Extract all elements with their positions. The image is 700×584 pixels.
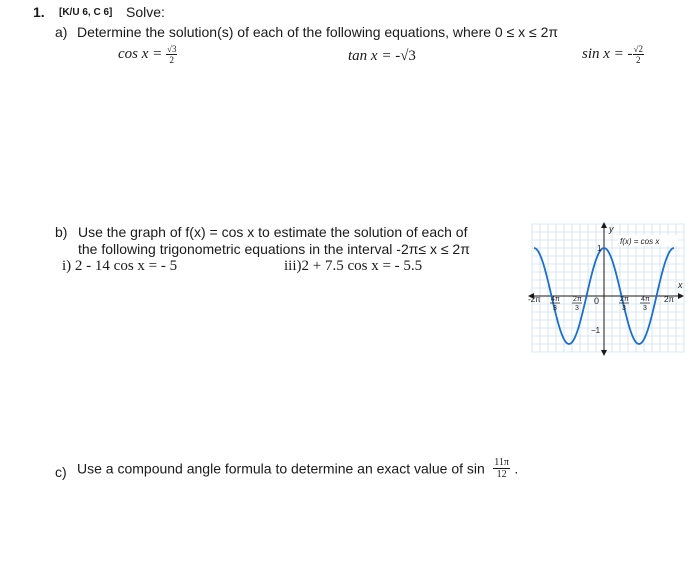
eq2-lhs: tan x = -: [348, 48, 401, 64]
part-c-numerator: 11π: [494, 457, 509, 468]
eq2-radical: √3: [400, 48, 416, 64]
part-a-equation-2: [348, 48, 416, 65]
y-tick-neg-1: −1: [591, 326, 601, 335]
part-c-statement: [77, 457, 518, 480]
x-tick-neg-4pi-3-num: 4π: [551, 296, 560, 303]
part-a-text: Determine the solution(s) of each of the following equations, where 0 ≤ x ≤ 2π: [77, 24, 559, 40]
x-tick-4pi-3-den: 3: [643, 305, 647, 312]
eq3-lhs: sin x = -: [582, 45, 633, 62]
x-tick-4pi-3-num: 4π: [641, 296, 650, 303]
x-tick-2pi-3-num: 2π: [620, 296, 629, 303]
eq1-fraction: [166, 44, 177, 65]
part-c-fraction: [493, 457, 510, 480]
eq3-numerator: √2: [633, 44, 643, 54]
part-c-text: Use a compound angle formula to determine an exact value of sin: [77, 460, 485, 477]
x-tick-neg-4pi-3-den: 3: [553, 305, 557, 312]
x-axis-arrow-right: [678, 293, 684, 299]
origin-label: 0: [594, 296, 600, 306]
x-axis-label: x: [678, 280, 683, 290]
part-b-equation-i: i) 2 - 14 cos x = - 5: [62, 258, 178, 274]
y-axis-arrow-up: [601, 222, 607, 228]
part-a-equation-1: [118, 44, 177, 65]
part-b-equation-iii: iii)2 + 7.5 cos x = - 5.5: [284, 258, 423, 274]
part-b-label: b): [55, 224, 68, 240]
eq1-lhs: cos x =: [118, 45, 167, 62]
eq3-denominator: 2: [636, 55, 641, 65]
part-c-period: .: [514, 460, 519, 477]
x-tick-neg-2pi: -2π: [528, 295, 541, 304]
part-a-equation-3: [582, 44, 644, 65]
cosine-graph: [528, 220, 688, 356]
eq1-numerator: √3: [167, 44, 177, 54]
eq3-fraction: [633, 44, 644, 65]
question-number: 1.: [33, 4, 45, 20]
part-b-line-2: the following trigonometric equations in the interval -2π≤ x ≤ 2π: [78, 241, 470, 257]
question-verb: Solve:: [126, 4, 165, 20]
question-tag: [K/U 6, C 6]: [59, 7, 113, 18]
x-tick-2pi: 2π: [664, 295, 674, 304]
part-c-label: c): [55, 464, 67, 480]
y-tick-1: 1: [597, 244, 602, 253]
x-tick-neg-2pi-3-den: 3: [575, 305, 579, 312]
part-b-line-1: Use the graph of f(x) = cos x to estimate the solution of each of: [78, 224, 468, 240]
y-axis-label: y: [609, 224, 614, 234]
x-tick-neg-2pi-3-num: 2π: [573, 296, 582, 303]
eq1-denominator: 2: [169, 55, 174, 65]
function-label: f(x) = cos x: [620, 237, 660, 246]
part-c-denominator: 12: [496, 469, 507, 480]
x-tick-2pi-3-den: 3: [622, 305, 626, 312]
part-a-label: a): [55, 24, 68, 40]
y-axis-arrow-down: [601, 350, 607, 356]
